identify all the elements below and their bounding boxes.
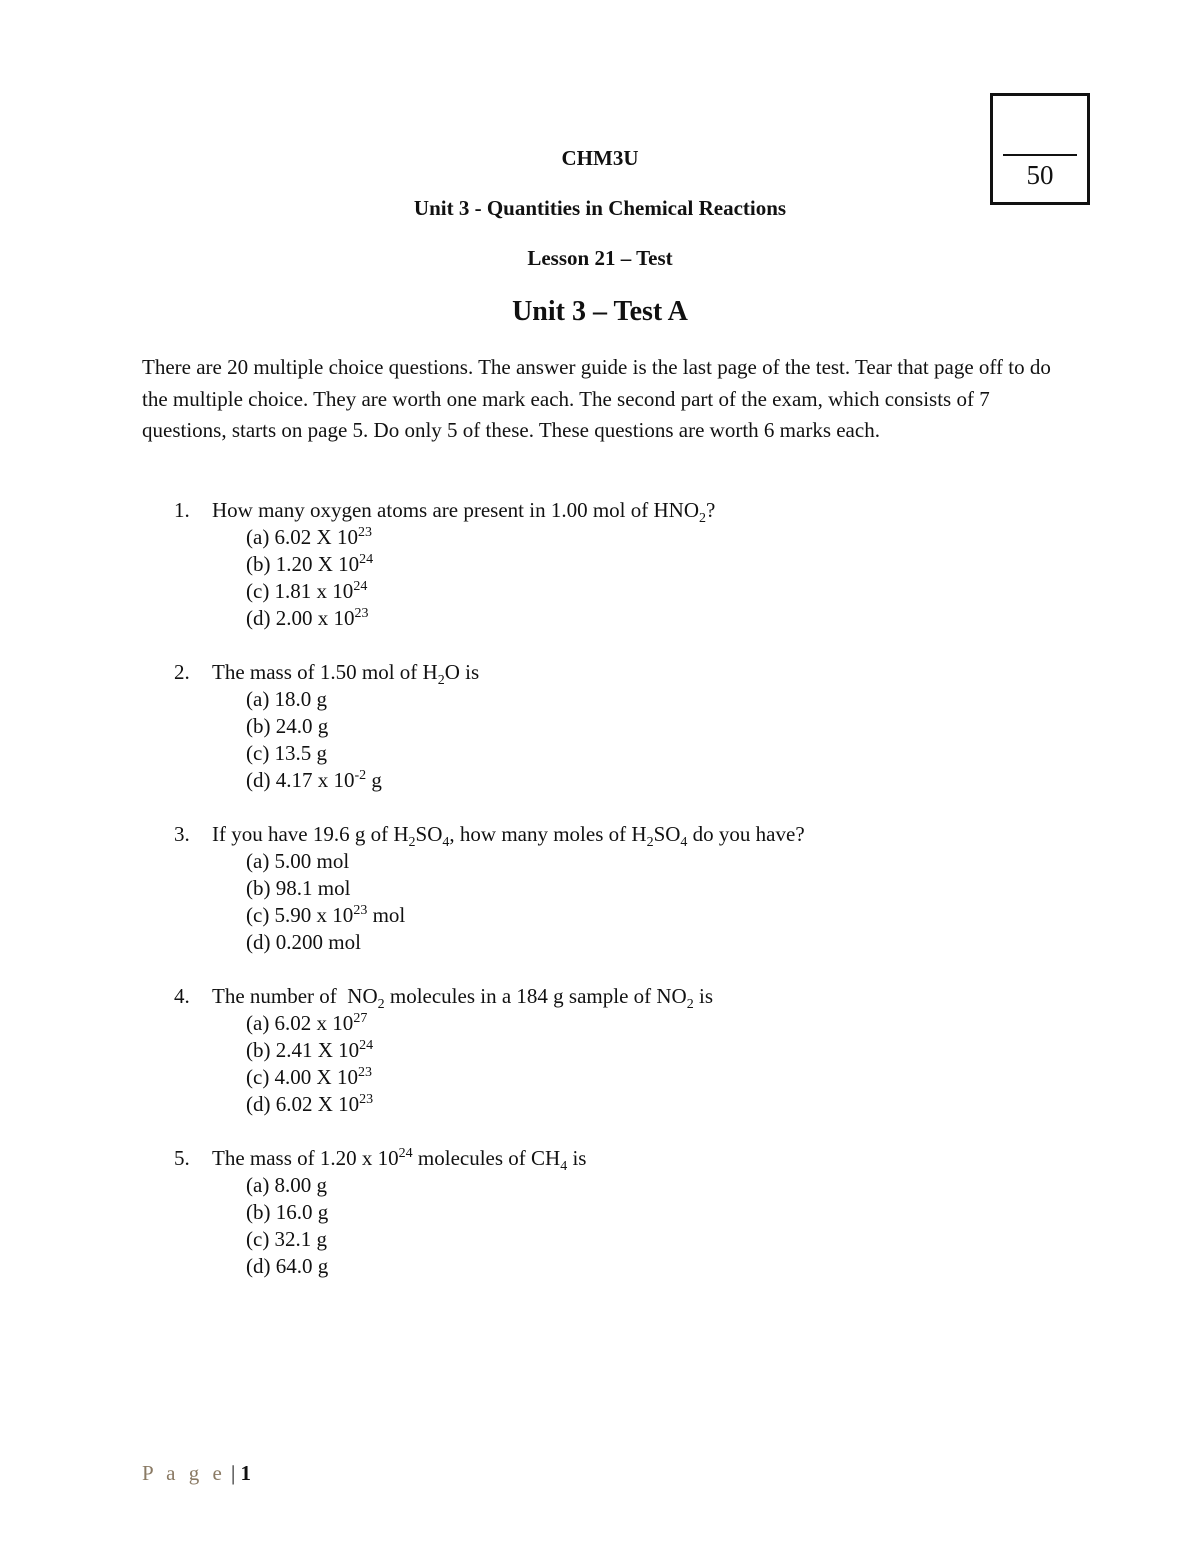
option-c: (c) 32.1 g: [246, 1227, 328, 1251]
question-number: 4.: [174, 984, 190, 1008]
option-d: (d) 0.200 mol: [246, 930, 361, 954]
question-number: 1.: [174, 498, 190, 522]
question-stem: The number of $NO_2$ molecules in a 184 g sample of $NO_2$ is: [212, 984, 713, 1013]
option-c: (c) 4.00 X $10^{23}$: [246, 1065, 372, 1089]
option-d: (d) 2.00 x $10^{23}$: [246, 606, 369, 630]
page-number: 1: [240, 1461, 252, 1485]
option-a: (a) 5.00 mol: [246, 849, 350, 873]
question-5: [140, 1145, 1040, 1280]
option-b: (b) 24.0 g: [246, 714, 329, 738]
option-c: (c) 1.81 x $10^{24}$: [246, 579, 368, 603]
option-a: (a) 6.02 x $10^{27}$: [246, 1011, 368, 1035]
question-4: [140, 983, 1040, 1118]
option-a: (a) 8.00 g: [246, 1173, 328, 1197]
option-a: (a) 6.02 X $10^{23}$: [246, 525, 372, 549]
page-separator: |: [231, 1461, 236, 1485]
test-title: Unit 3 – Test A: [512, 296, 688, 327]
page-label: P a g e: [142, 1461, 226, 1485]
unit-title: Unit 3 - Quantities in Chemical Reactions: [413, 196, 787, 220]
question-3: [140, 821, 1040, 956]
option-b: (b) 98.1 mol: [246, 876, 351, 900]
question-stem: The mass of 1.20 x $10^{24}$ molecules of $CH_4$ is: [212, 1146, 587, 1175]
option-d: (d) 6.02 X $10^{23}$: [246, 1092, 374, 1116]
question-number: 5.: [174, 1146, 190, 1170]
page-footer: [142, 1460, 251, 1486]
option-b: (b) 1.20 X $10^{24}$: [246, 552, 374, 576]
option-d: (d) 64.0 g: [246, 1254, 329, 1278]
option-d: (d) 4.17 x $10^{-2}$ g: [246, 768, 382, 792]
question-stem: The mass of 1.50 mol of $H_2O$ is: [212, 660, 480, 689]
question-number: 3.: [174, 822, 190, 846]
question-number: 2.: [174, 660, 190, 684]
option-a: (a) 18.0 g: [246, 687, 328, 711]
option-b: (b) 16.0 g: [246, 1200, 329, 1224]
option-b: (b) 2.41 X $10^{24}$: [246, 1038, 374, 1062]
instructions: There are 20 multiple choice questions. The answer guide is the last page of the test. Tear that page off to do the multiple choice. They are worth one mark each. The second part of the exam, which consists of 7 questions, starts on page 5. Do only 5 of these. These questions are worth 6 marks each.: [142, 355, 1051, 442]
option-c: (c) 13.5 g: [246, 741, 328, 765]
question-1: [140, 497, 1040, 632]
option-c: (c) 5.90 x $10^{23}$ mol: [246, 903, 406, 927]
question-stem: How many oxygen atoms are present in 1.00 mol of $HNO_2$?: [212, 498, 716, 527]
course-code: CHM3U: [561, 146, 639, 170]
score-total: 50: [1026, 160, 1054, 190]
question-2: [140, 659, 1040, 794]
lesson-title: Lesson 21 – Test: [527, 246, 673, 270]
question-stem: If you have 19.6 g of $H_2SO_4$, how many moles of $H_2SO_4$ do you have?: [212, 822, 805, 851]
